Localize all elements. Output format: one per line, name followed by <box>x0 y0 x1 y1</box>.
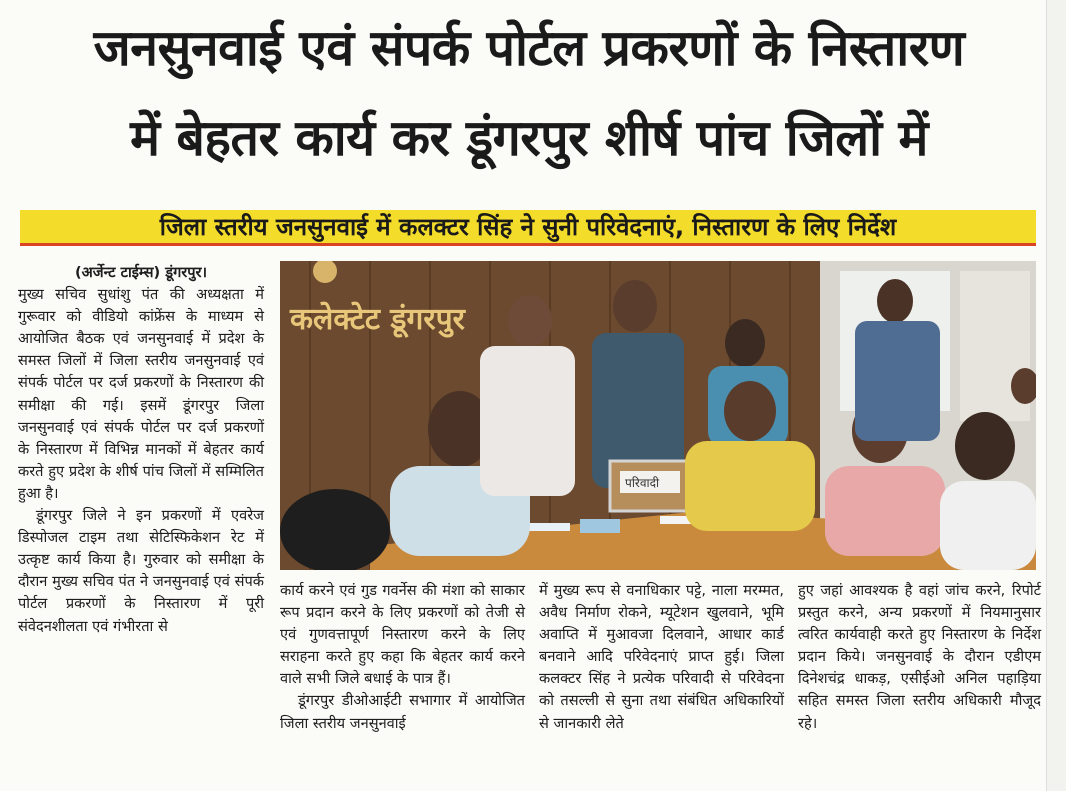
subheadline: जिला स्तरीय जनसुनवाई में कलक्टर सिंह ने सुनी परिवेदनाएं, निस्तारण के लिए निर्देश <box>159 213 897 241</box>
article-column-2 <box>280 580 525 788</box>
article-column-3 <box>539 580 784 788</box>
wall-sign-text: कलेक्टेट डूंगरपुर <box>290 302 465 337</box>
adjacent-article-strip <box>1046 0 1066 791</box>
headline-line-1: जनसुनवाई एवं संपर्क पोर्टल प्रकरणों के निस्तारण <box>93 19 965 77</box>
headline-line-2: में बेहतर कार्य कर डूंगरपुर शीर्ष पांच जिलों में <box>130 109 928 167</box>
column2-paragraph-2: डूंगरपुर डीओआईटी सभागार में आयोजित जिला स्तरीय जनसुनवाई <box>280 692 525 732</box>
news-photo <box>280 261 1036 570</box>
dateline: (अर्जेन्ट टाईम्स) डूंगरपुर। <box>74 264 208 281</box>
column4-paragraph-1: हुए जहां आवश्यक है वहां जांच करने, रिपोर्ट प्रस्तुत करने, अन्य प्रकरणों में नियमानुसार त्वरित कार्यवाही करते हुए निस्तारण के निर्देश प्रदान किये। जनसुनवाई के दौरान एडीएम दिनेशचंद्र धाकड़, एसीईओ अनिल पहाड़िया सहित समस्त जिला स्तरीय अधिकारी मौजूद रहे। <box>798 582 1041 732</box>
column3-paragraph-1: में मुख्य रूप से वनाधिकार पट्टे, नाला मरम्मत, अवैध निर्माण रोकने, म्यूटेशन खुलवाने, भूमि अवाप्ति में मुआवजा दिलवाने, आधार कार्ड बनवाने आदि परिवेदनाएं प्राप्त हुई। जिला कलक्टर सिंह ने प्रत्येक परिवादी से परिवेदना को तसल्ली से सुना तथा संबंधित अधिकारियों से जानकारी लेते <box>539 582 784 732</box>
column2-paragraph-1: कार्य करने एवं गुड गवर्नेस की मंशा को साकार रूप प्रदान करने के लिए प्रकरणों को तेजी से एवं गुणवत्तापूर्ण निस्तारण करने के लिए सराहना करते हुए कहा कि बेहतर कार्य करने वाले सभी जिले बधाई के पात्र हैं। <box>280 582 525 688</box>
article-column-4 <box>798 580 1041 788</box>
column1-paragraph-1: मुख्य सचिव सुधांशु पंत की अध्यक्षता में गुरूवार को वीडियो कांफ्रेंस के माध्यम से आयोजित बैठक एवं जनसुनवाई में प्रदेश के समस्त जिलों में जिला स्तरीय जनसुनवाई एवं संपर्क पोर्टल पर दर्ज प्रकरणों के निस्तारण की समीक्षा की गई। इसमें डूंगरपुर जिला जनसुनवाई एवं संपर्क पोर्टल पर दर्ज प्रकरणों के निस्तारण में विभिन्न मानकों में बेहतर कार्य करते हुए प्रदेश के शीर्ष पांच जिलों में सम्मिलित हुआ है। <box>18 286 264 502</box>
box-label-text: परिवादी <box>625 476 660 490</box>
article-column-1 <box>18 262 264 787</box>
column1-paragraph-2: डूंगरपुर जिले ने इन प्रकरणों में एवरेज डिस्पोजल टाइम तथा सेटिस्फिकेशन रेट में उत्कृष्ट कार्य किया है। गुरुवार को समीक्षा के दौरान मुख्य सचिव पंत ने जनसुनवाई एवं संपर्क पोर्टल प्रकरणों के निस्तारण में पूरी संवेदनशीलता एवं गंभीरता से <box>18 507 264 635</box>
